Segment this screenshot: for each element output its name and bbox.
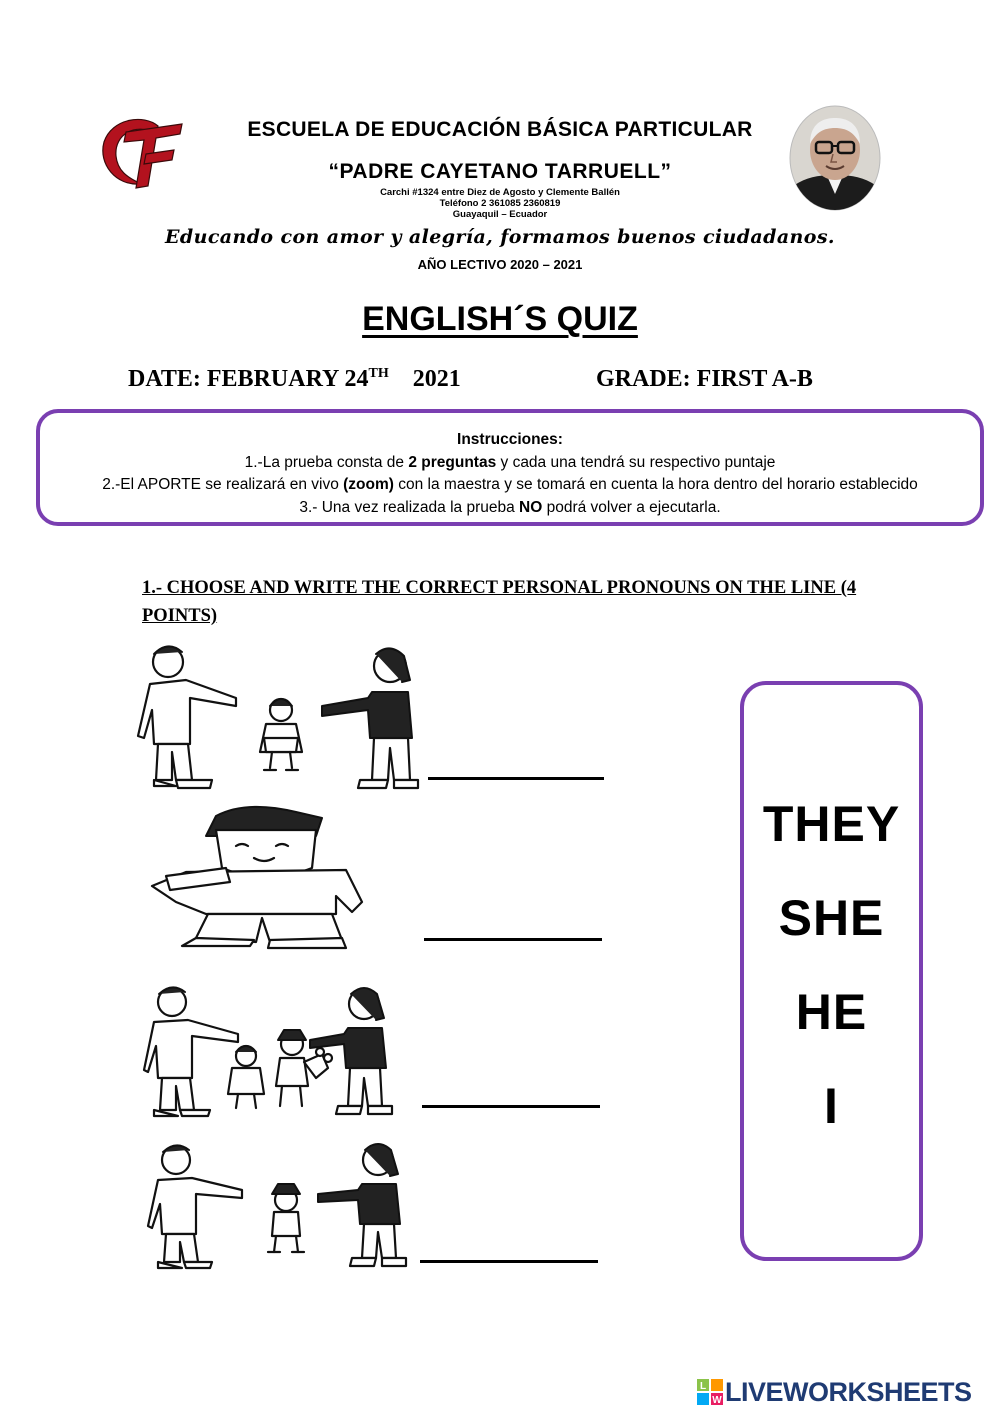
phone-line: Teléfono 2 361085 2360819: [439, 198, 561, 209]
pronoun-option-i[interactable]: I: [824, 1078, 839, 1134]
founder-portrait: [788, 104, 882, 212]
svg-text:L: L: [699, 1381, 707, 1392]
quiz-title: ENGLISH´S QUIZ: [362, 300, 638, 338]
school-year: AÑO LECTIVO 2020 – 2021: [417, 257, 583, 272]
answer-line-3[interactable]: [422, 1105, 600, 1108]
instruction-item-3: 3.- Una vez realizada la prueba NO podrá volver a ejecutarla.: [299, 498, 721, 516]
instruction-item-2: 2.-El APORTE se realizará en vivo (zoom) con la maestra y se tomará en cuenta la hora dentro del horario establecido: [102, 476, 918, 493]
question-1-prompt: 1.- CHOOSE AND WRITE THE CORRECT PERSONAL PRONOUNS ON THE LINE (4 POINTS): [142, 578, 857, 626]
svg-text:W: W: [712, 1395, 722, 1406]
answer-line-4[interactable]: [420, 1260, 598, 1263]
answer-line-1[interactable]: [428, 777, 604, 780]
school-title: “PADRE CAYETANO TARRUELL”: [328, 160, 672, 183]
logo-text: CT: [141, 192, 143, 193]
instruction-item-1: 1.-La prueba consta de 2 preguntas y cada una tendrá su respectivo puntaje: [244, 453, 776, 471]
quiz-date: [128, 366, 461, 393]
liveworksheets-brand[interactable]: [697, 1376, 997, 1410]
quiz-grade: GRADE: FIRST A-B: [596, 366, 813, 392]
date-label: DATE: FEBRUARY 24: [128, 366, 369, 392]
date-suffix: TH: [368, 366, 389, 381]
school-motto: Educando con amor y alegría, formamos buenos ciudadanos.: [165, 226, 835, 248]
liveworksheets-logo-icon: [697, 1379, 723, 1405]
pronoun-options-box: [740, 681, 923, 1261]
address-line: Carchi #1324 entre Diez de Agosto y Clemente Ballén: [380, 187, 620, 198]
school-logo: [96, 112, 188, 196]
answer-line-2[interactable]: [424, 938, 602, 941]
picture-2: [146, 806, 376, 948]
instructions-title: Instrucciones:: [457, 431, 563, 448]
brand-name: LIVEWORKSHEETS: [725, 1377, 972, 1407]
picture-4: [146, 1140, 416, 1270]
instructions-box: [36, 409, 984, 526]
date-year: 2021: [412, 366, 461, 392]
school-name: ESCUELA DE EDUCACIÓN BÁSICA PARTICULAR: [247, 118, 753, 141]
pronoun-option-he[interactable]: HE: [795, 984, 868, 1040]
city-line: Guayaquil – Ecuador: [452, 209, 548, 220]
picture-3: [142, 982, 412, 1118]
picture-1: [136, 640, 426, 790]
pronoun-option-they[interactable]: THEY: [762, 796, 901, 852]
pronoun-option-she[interactable]: SHE: [778, 890, 885, 946]
